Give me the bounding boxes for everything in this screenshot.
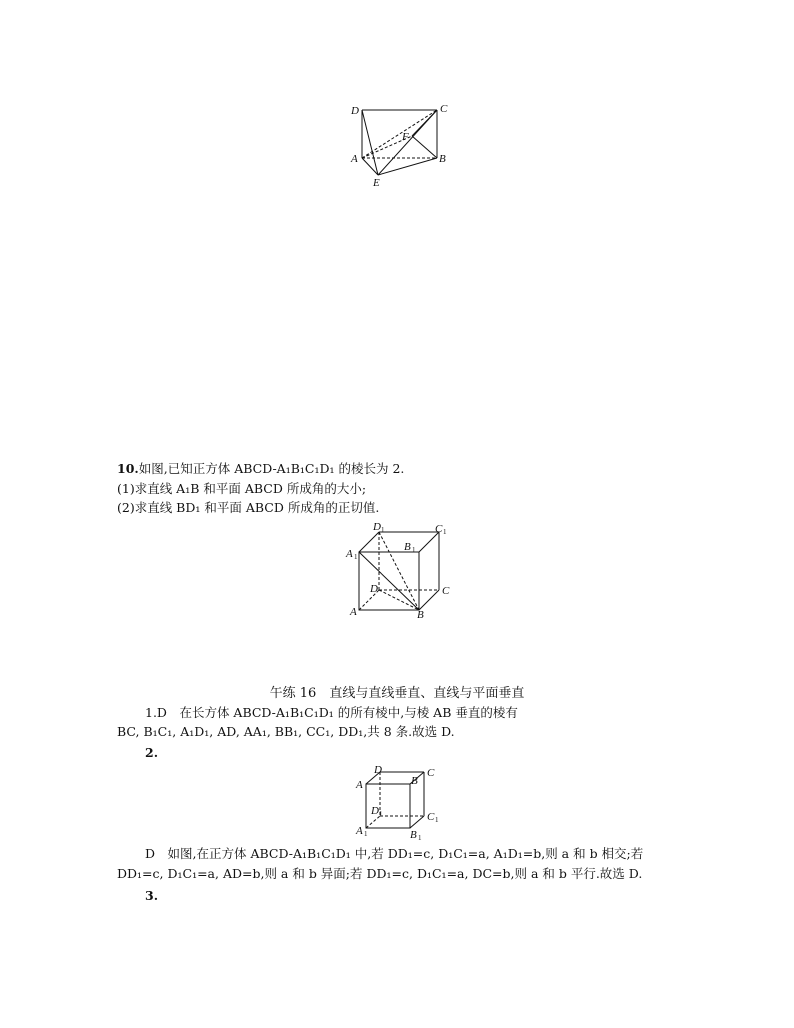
answer-2-line-1: D 如图,在正方体 ABCD-A₁B₁C₁D₁ 中,若 DD₁=c, D₁C₁=a, A₁D₁=b,则 a 和 b 相交;若 (145, 846, 644, 861)
sub-index: 1 (412, 546, 416, 554)
sub-index: 1 (435, 816, 439, 824)
label-B: B (417, 609, 424, 621)
label-C1: C (435, 523, 443, 535)
answer-2-line-2: DD₁=c, D₁C₁=a, AD=b,则 a 和 b 异面;若 DD₁=c, D₁C₁=a, DC=b,则 a 和 b 平行.故选 D. (117, 866, 643, 881)
label-F: F (402, 131, 409, 143)
label-E: E (373, 177, 380, 189)
problem-stem-text: 如图,已知正方体 ABCD-A₁B₁C₁D₁ 的棱长为 2. (138, 461, 405, 476)
problem-number: 10. (117, 461, 139, 476)
figure-cube-problem-10 (343, 518, 463, 623)
label-B: B (411, 775, 418, 787)
label-C: C (427, 767, 435, 779)
label-D1: D (373, 521, 381, 533)
label-D: D (370, 583, 378, 595)
answer-1-line-1: 1.D 在长方体 ABCD-A₁B₁C₁D₁ 的所有棱中,与棱 AB 垂直的棱有 (145, 705, 518, 720)
label-B1: B (410, 829, 417, 841)
sub-index: 1 (379, 810, 383, 818)
label-B1: B (404, 541, 411, 553)
figure-pyramid-diagram (340, 98, 460, 193)
sub-index: 1 (381, 526, 385, 534)
sub-index: 1 (354, 553, 358, 561)
sub-index: 1 (418, 834, 422, 842)
label-B: B (439, 153, 446, 165)
label-A: A (356, 779, 363, 791)
label-D1: D (371, 805, 379, 817)
label-A1: A (356, 825, 363, 837)
label-A: A (350, 606, 357, 618)
label-D: D (374, 764, 382, 776)
problem-10-stem (117, 460, 404, 478)
sub-index: 1 (443, 528, 447, 536)
label-C: C (442, 585, 450, 597)
answer-3-number: 3. (145, 888, 159, 903)
figure-cube-answer-2 (352, 764, 452, 844)
label-C: C (440, 103, 448, 115)
answer-1-line-2: BC, B₁C₁, A₁D₁, AD, AA₁, BB₁, CC₁, DD₁,共 8 条.故选 D. (117, 724, 455, 739)
section-title: 午练 16 直线与直线垂直、直线与平面垂直 (269, 686, 525, 701)
label-D: D (351, 105, 359, 117)
label-C1: C (427, 811, 435, 823)
problem-10-question-2: (2)求直线 BD₁ 和平面 ABCD 所成角的正切值. (117, 500, 380, 515)
answer-2-number: 2. (145, 745, 159, 760)
sub-index: 1 (364, 830, 368, 838)
label-A: A (351, 153, 358, 165)
problem-10-question-1: (1)求直线 A₁B 和平面 ABCD 所成角的大小; (117, 481, 367, 496)
label-A1: A (346, 548, 353, 560)
